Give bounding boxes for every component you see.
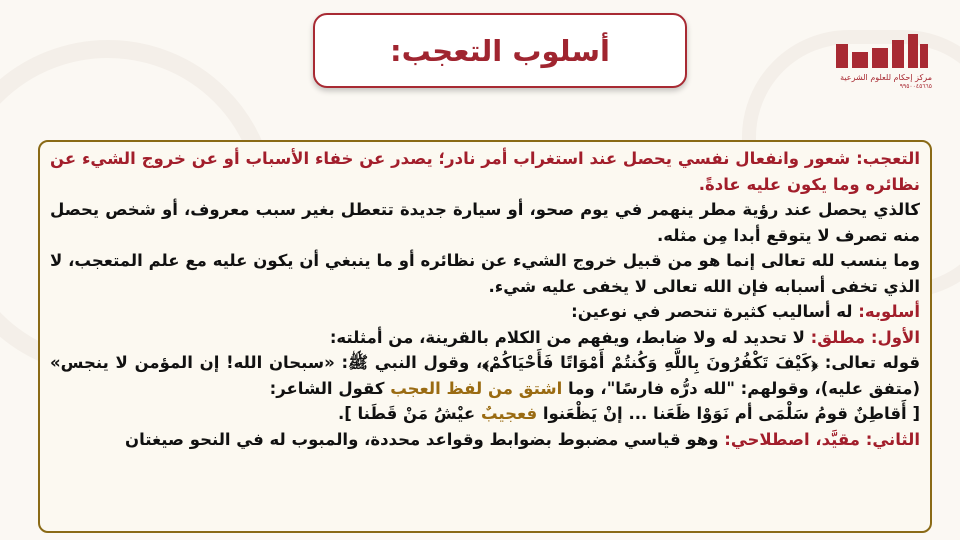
first-type-text: لا تحديد له ولا ضابط، ويفهم من الكلام بالقرينة، من أمثلته: [329, 327, 811, 347]
second-type-text: وهو قياسي مضبوط بضوابط وقواعد محددة، والمبوب له في النحو صيغتان [124, 429, 725, 449]
derived-word-highlight: اشتق من لفظ العجب [390, 378, 563, 398]
logo-code: ٩٩٥٠٠٤٥٦٦٥ [899, 83, 932, 90]
divine-attribution-paragraph: وما ينسب لله تعالى إنما هو من قبيل خروج الشيء عن نظائره أو ما ينبغي أن يكون عليه مع علم المتعجب، لا الذي تخفى أسبابه فإن الله تعالى لا يخفى عليه شيء. [50, 251, 920, 296]
title-box [313, 13, 687, 88]
verse-start: [ أَقاطِنٌ قومُ سَلْمَى أم نَوَوْا ظَعَنا ... إنْ يَظْعَنوا [537, 404, 920, 423]
second-type-paragraph [50, 427, 920, 453]
definition-label: التعجب: [856, 149, 920, 168]
definition-paragraph [50, 146, 920, 197]
example-paragraph: كالذي يحصل عند رؤية مطر ينهمر في يوم صحو، أو سيارة جديدة تتعطل بغير سبب معروف، أو شخص يحصل منه تصرف لا يتوقع أبدا مِن مثله. [50, 200, 920, 245]
first-type-paragraph [50, 325, 920, 351]
poetry-verse [50, 401, 920, 427]
logo [832, 30, 932, 100]
verse-end: عيْشُ مَنْ قَطَنا ]. [337, 404, 481, 423]
examples-text: قوله تعالى: ﴿كَيْفَ تَكْفُرُونَ بِاللَّهِ وَكُنتُمْ أَمْوَاتًا فَأَحْيَاكُمْ﴾، وقول النبي ﷺ: «سبحان الله! إن المؤمن لا ينجس» (متفق عليه)، وقولهم: "لله درُّه فارسًا"، وما [50, 353, 920, 398]
page-title: أسلوب التعجب: [390, 33, 610, 68]
definition-text: شعور وانفعال نفسي يحصل عند استغراب أمر نادر؛ يصدر عن خفاء الأسباب أو عن خروج الشيء عن نظائره وما يكون عليه عادةً. [50, 149, 920, 194]
first-type-label: الأول: مطلق: [810, 327, 920, 347]
examples-tail: كقول الشاعر: [269, 378, 391, 398]
examples-paragraph [50, 350, 920, 401]
style-label: أسلوبه: [858, 302, 920, 321]
logo-emblem-icon [832, 30, 932, 70]
style-text: له أساليب كثيرة تنحصر في نوعين: [571, 302, 859, 321]
logo-subtitle: مركز إحكام للعلوم الشرعية [840, 73, 932, 82]
second-type-label: الثاني: مقيَّد، اصطلاحي: [724, 429, 920, 449]
style-paragraph [50, 299, 920, 325]
content-box [38, 140, 932, 533]
verse-highlight: فعجيبٌ [480, 404, 538, 423]
